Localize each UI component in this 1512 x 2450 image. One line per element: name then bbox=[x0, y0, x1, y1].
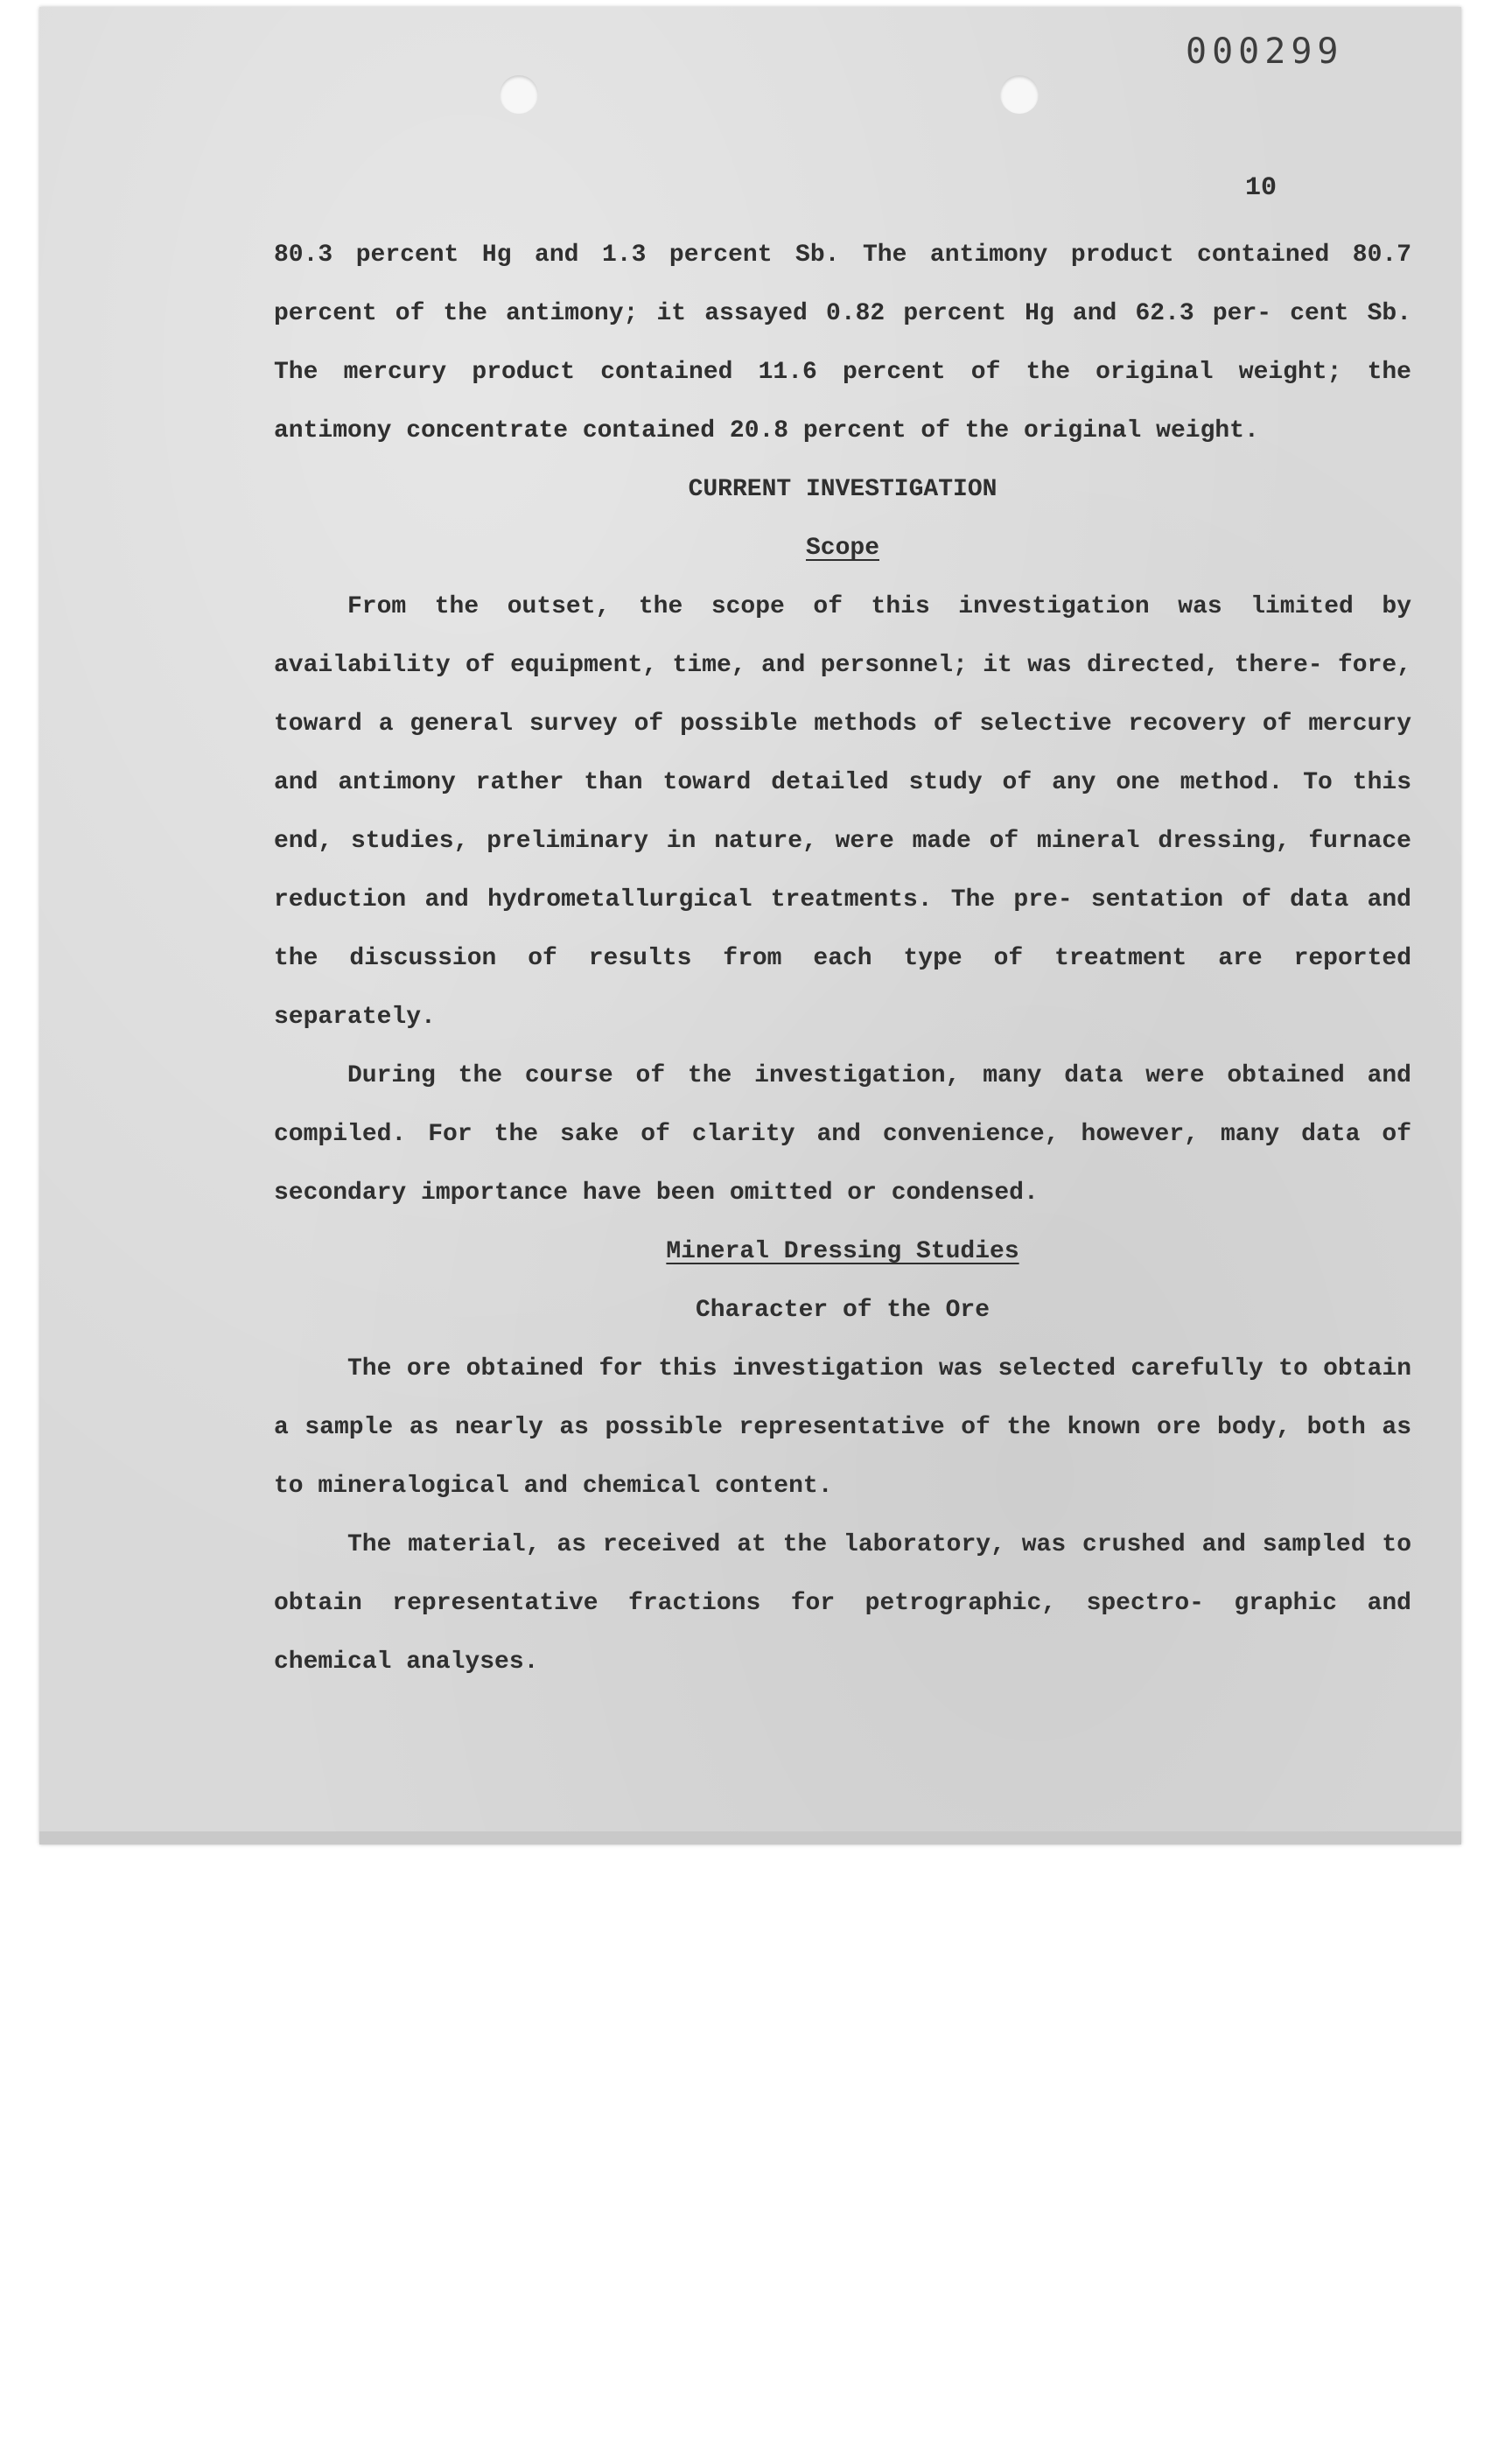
page-bottom-edge bbox=[39, 1831, 1461, 1844]
ore-paragraph-1: The ore obtained for this investigation was selected carefully to obtain a sample as nearly as possible representative of the known ore body, both as to mineralogical and chemical content. bbox=[274, 1355, 1411, 1500]
page-number: 10 bbox=[1245, 173, 1278, 203]
document-page bbox=[39, 7, 1461, 1844]
subheading-scope-wrapper bbox=[274, 519, 1411, 578]
scope-paragraph-2: During the course of the investigation, many data were obtained and compiled. For the sake of clarity and convenience, however, many data of secondary importance have been omitted or condensed. bbox=[274, 1062, 1411, 1207]
intro-paragraph: 80.3 percent Hg and 1.3 percent Sb. The antimony product contained 80.7 percent of the antimony; it assayed 0.82 percent Hg and 62.3 per- cent Sb. The mercury product contained 11.6 percent of the original weight; the antimony concentrate contained 20.8 percent of the original weight. bbox=[274, 242, 1411, 444]
punch-hole bbox=[1000, 75, 1039, 114]
subheading-mineral-dressing-wrapper bbox=[274, 1222, 1411, 1281]
scope-paragraph-1: From the outset, the scope of this investigation was limited by availability of equipment, time, and personnel; it was directed, there- fore, toward a general survey of possible methods of selective recovery of mercury and antimony rather than toward detailed study of any one method. To this end, studies, preliminary in nature, were made of mineral dressing, furnace reduction and hydrometallurgical treatments. The pre- sentation of data and the discussion of results from each type of treatment are reported separately. bbox=[274, 593, 1411, 1031]
subheading-scope: Scope bbox=[805, 535, 879, 562]
subheading-mineral-dressing: Mineral Dressing Studies bbox=[666, 1238, 1019, 1265]
document-serial-number: 000299 bbox=[1186, 32, 1344, 72]
punch-hole bbox=[500, 75, 538, 114]
ore-paragraph-2: The material, as received at the laboratory, was crushed and sampled to obtain representative fractions for petrographic, spectro- graphic and chemical analyses. bbox=[274, 1531, 1411, 1676]
section-heading-current-investigation: CURRENT INVESTIGATION bbox=[688, 476, 998, 503]
subheading-character-of-ore: Character of the Ore bbox=[695, 1297, 990, 1324]
document-body bbox=[274, 226, 1411, 1691]
